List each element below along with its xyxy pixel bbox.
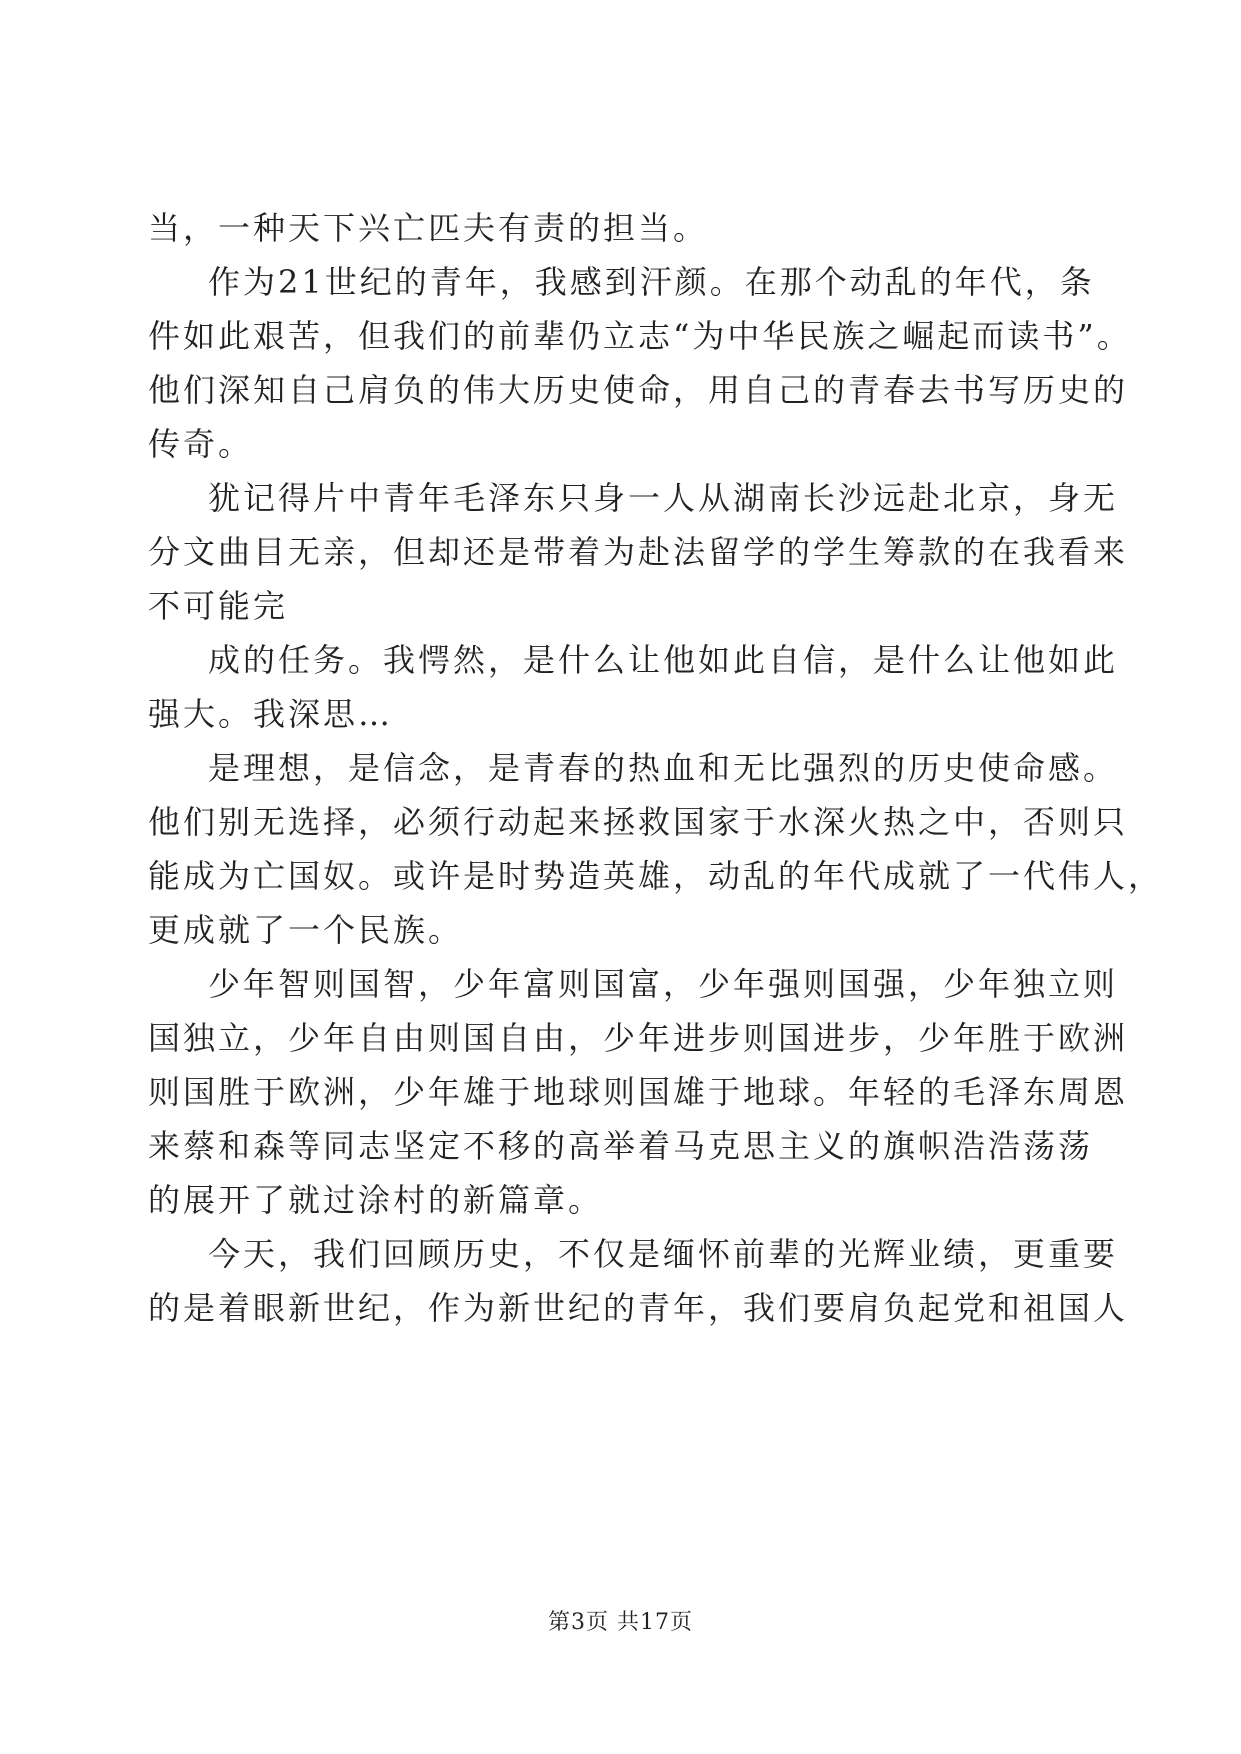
text-line: 他们别无选择，必须行动起来拯救国家于水深火热之中，否则只	[148, 803, 1129, 841]
text-line: 来蔡和森等同志坚定不移的高举着马克思主义的旗帜浩浩荡荡	[148, 1127, 1094, 1165]
text-line: 作为21世纪的青年，我感到汗颜。在那个动乱的年代，条	[208, 263, 1095, 301]
text-line: 犹记得片中青年毛泽东只身一人从湖南长沙远赴北京，身无	[208, 479, 1119, 517]
text-line: 传奇。	[148, 425, 254, 463]
text-line: 国独立，少年自由则国自由，少年进步则国进步，少年胜于欧洲	[148, 1019, 1129, 1057]
text-line: 则国胜于欧洲，少年雄于地球则国雄于地球。年轻的毛泽东周恩	[148, 1073, 1129, 1111]
text-line: 不可能完	[148, 587, 289, 625]
text-line: 更成就了一个民族。	[148, 911, 464, 949]
text-line: 他们深知自己肩负的伟大历史使命，用自己的青春去书写历史的	[148, 371, 1129, 409]
text-line: 强大。我深思…	[148, 695, 394, 733]
text-line: 是理想，是信念，是青春的热血和无比强烈的历史使命感。	[208, 749, 1119, 787]
text-line: 当，一种天下兴亡匹夫有责的担当。	[148, 209, 709, 247]
text-line: 少年智则国智，少年富则国富，少年强则国强，少年独立则	[208, 965, 1119, 1003]
text-line: 分文曲目无亲，但却还是带着为赴法留学的学生筹款的在我看来	[148, 533, 1129, 571]
text-line: 的展开了就过涂村的新篇章。	[148, 1181, 604, 1219]
text-line: 的是着眼新世纪，作为新世纪的青年，我们要肩负起党和祖国人	[148, 1289, 1129, 1327]
text-line: 今天，我们回顾历史，不仅是缅怀前辈的光辉业绩，更重要	[208, 1235, 1119, 1273]
text-line: 件如此艰苦，但我们的前辈仍立志“为中华民族之崛起而读书”。	[148, 317, 1132, 355]
page-number: 第3页 共17页	[548, 1610, 693, 1635]
text-line: 成的任务。我愕然，是什么让他如此自信，是什么让他如此	[208, 641, 1119, 679]
text-line: 能成为亡国奴。或许是时势造英雄，动乱的年代成就了一代伟人，	[148, 857, 1164, 895]
